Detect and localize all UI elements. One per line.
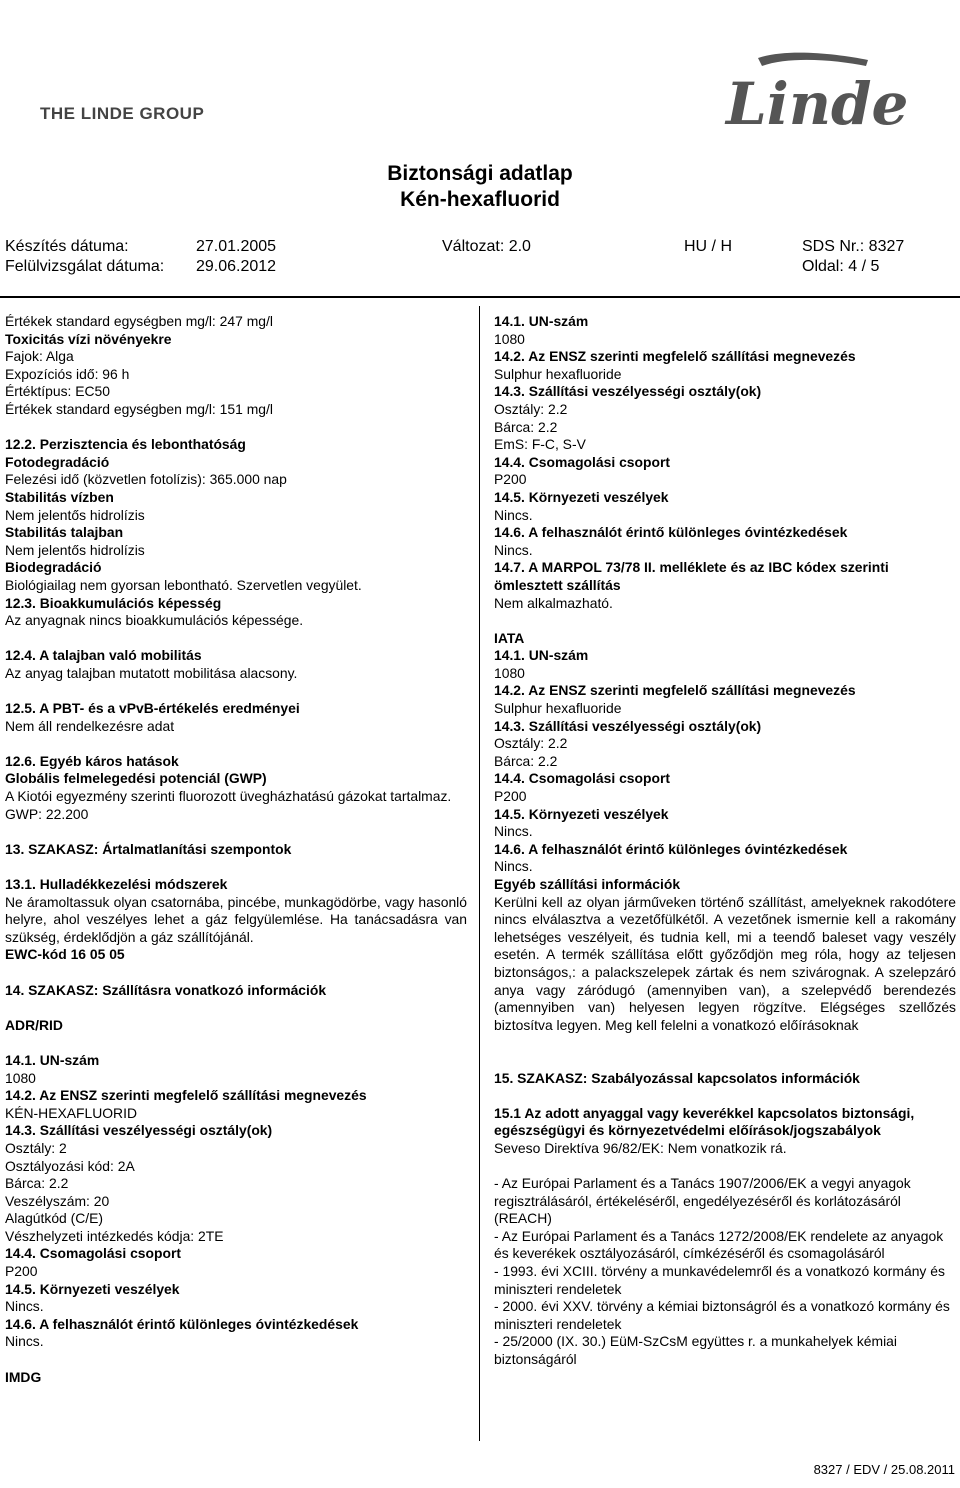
section-heading: ADR/RID xyxy=(5,1016,63,1033)
country-code: HU / H xyxy=(684,238,732,255)
section-heading: 14.4. Csomagolási csoport xyxy=(5,1245,182,1262)
linde-logo xyxy=(718,52,938,142)
spacer xyxy=(5,1034,467,1052)
text-line: Nem alkalmazható. xyxy=(494,594,613,611)
spacer xyxy=(5,964,467,982)
text-line: EmS: F-C, S-V xyxy=(494,436,586,453)
text-line: KÉN-HEXAFLUORID xyxy=(5,1104,137,1121)
text-line: Értékek standard egységben mg/l: 247 mg/l xyxy=(5,313,273,329)
section-heading: Stabilitás vízben xyxy=(5,488,114,505)
text-line: Értéktípus: EC50 xyxy=(5,383,111,400)
section-heading: 14.4. Csomagolási csoport xyxy=(494,453,671,470)
spacer xyxy=(5,823,467,841)
section-heading: 14.5. Környezeti veszélyek xyxy=(5,1280,180,1297)
svg-text:Linde: Linde xyxy=(726,70,909,138)
section-heading: 12.4. A talajban való mobilitás xyxy=(5,647,202,664)
section-heading: Globális felmelegedési potenciál (GWP) xyxy=(5,770,267,787)
revised-value: 29.06.2012 xyxy=(196,258,277,275)
text-line: Kerülni kell az olyan járműveken történő szállítást, amelyeknek rakodótere nincs elválasztva a vezetőfülkétől. A vezetőnek ismernie kell a rakomány lehetséges veszélyeit, és tudnia kell, mi a teendő baleset vagy veszély esetén. A termék szállítása előtt győződjön meg róla, hogy az teljesen biztonságos,: a palackszelepek zártak és nem szivárognak. A szelepzáró anya vagy záródugó (amennyiben van), a szelepvédő berendezés (amennyiben van) helyesen legyen rögzítve. Elégséges szellőzés biztosítva legyen. Meg kell felelni a vonatkozó előírásoknak xyxy=(494,893,956,1033)
spacer xyxy=(5,630,467,648)
page-number: Oldal: 4 / 5 xyxy=(802,258,880,275)
section-heading: 12.6. Egyéb káros hatások xyxy=(5,752,179,769)
section-heading: 14.6. A felhasználót érintő különleges óvintézkedések xyxy=(494,840,848,857)
spacer xyxy=(494,1034,956,1052)
spacer xyxy=(5,1351,467,1369)
revised-label: Felülvizsgálat dátuma: xyxy=(5,258,165,275)
section-heading: 12.3. Bioakkumulációs képesség xyxy=(5,594,222,611)
text-line: A Kiotói egyezmény szerinti fluorozott üvegházhatású gázokat tartalmaz. GWP: 22.200 xyxy=(5,788,452,822)
text-line: Nincs. xyxy=(494,541,533,558)
text-line: Nincs. xyxy=(494,823,533,840)
spacer xyxy=(5,682,467,700)
section-heading: 14.3. Szállítási veszélyességi osztály(ok) xyxy=(494,383,762,400)
text-line: - 2000. évi XXV. törvény a kémiai biztonságról és a vonatkozó kormány és miniszteri rendeletek xyxy=(494,1298,950,1332)
section-heading: 14.2. Az ENSZ szerinti megfelelő szállítási megnevezés xyxy=(494,682,856,699)
spacer xyxy=(5,999,467,1017)
text-line: Bárca: 2.2 xyxy=(494,752,558,769)
section-heading: IMDG xyxy=(5,1368,42,1385)
section-heading: Fotodegradáció xyxy=(5,453,110,470)
version: Változat: 2.0 xyxy=(442,238,531,255)
created-value: 27.01.2005 xyxy=(196,238,277,255)
spacer xyxy=(494,612,956,630)
text-line: Bárca: 2.2 xyxy=(5,1175,69,1192)
header-divider xyxy=(0,296,960,298)
column-divider xyxy=(479,306,480,1441)
section-heading: 12.5. A PBT- és a vPvB-értékelés eredményei xyxy=(5,700,300,717)
section-heading: Stabilitás talajban xyxy=(5,524,124,541)
section-heading: 14.2. Az ENSZ szerinti megfelelő szállítási megnevezés xyxy=(5,1087,367,1104)
text-line: Felezési idő (közvetlen fotolízis): 365.000 nap xyxy=(5,471,287,488)
text-line: Seveso Direktíva 96/82/EK: Nem vonatkozik rá. xyxy=(494,1139,787,1156)
text-line: Sulphur hexafluoride xyxy=(494,700,622,717)
text-line: P200 xyxy=(494,471,527,488)
section-heading: 14.1. UN-szám xyxy=(494,647,589,664)
text-line: Nem jelentős hidrolízis xyxy=(5,541,145,558)
text-line: - 1993. évi XCIII. törvény a munkavédelemről és a vonatkozó kormány és miniszteri rendeletek xyxy=(494,1263,945,1297)
section-heading: Egyéb szállítási információk xyxy=(494,876,681,892)
section-heading: 14. SZAKASZ: Szállításra vonatkozó információk xyxy=(5,981,327,998)
product-name: Kén-hexafluorid xyxy=(400,188,560,211)
text-line: Osztály: 2.2 xyxy=(494,400,568,417)
section-heading: 14.2. Az ENSZ szerinti megfelelő szállítási megnevezés xyxy=(494,348,856,365)
section-heading: 14.6. A felhasználót érintő különleges óvintézkedések xyxy=(494,524,848,541)
text-line: 1080 xyxy=(5,1069,36,1086)
section-heading: 15. SZAKASZ: Szabályozással kapcsolatos információk xyxy=(494,1069,860,1086)
text-line: Nincs. xyxy=(494,858,533,875)
left-column xyxy=(5,313,467,1386)
spacer xyxy=(494,1158,956,1176)
text-line: Ne áramoltassuk olyan csatornába, pincébe, munkagödörbe, vagy hasonló helyre, ahol veszélyes lehet a gáz felgyülemlése. Ha tanácsadásra van szükség, érdeklődjön a gáz szállítójánál. xyxy=(5,893,467,945)
text-line: Veszélyszám: 20 xyxy=(5,1192,110,1209)
text-line: Nem jelentős hidrolízis xyxy=(5,506,145,523)
spacer xyxy=(494,1052,956,1070)
section-heading: 14.4. Csomagolási csoport xyxy=(494,770,671,787)
section-heading: 14.6. A felhasználót érintő különleges óvintézkedések xyxy=(5,1315,359,1332)
section-heading: Biodegradáció xyxy=(5,559,102,576)
text-line: 1080 xyxy=(494,664,525,681)
section-heading: EWC-kód 16 05 05 xyxy=(5,946,125,963)
text-line: - 25/2000 (IX. 30.) EüM-SzCsM együttes r. a munkahelyek kémiai biztonságáról xyxy=(494,1333,897,1368)
text-line: - Az Európai Parlament és a Tanács 1272/2008/EK rendelete az anyagok és keverékek osztályozásáról, címkézéséről és csomagolásáról xyxy=(494,1227,944,1262)
text-line: Nincs. xyxy=(5,1333,44,1350)
section-heading: 12.2. Perzisztencia és lebonthatóság xyxy=(5,436,246,453)
text-line: P200 xyxy=(494,788,527,805)
spacer xyxy=(5,858,467,876)
text-line: 1080 xyxy=(494,330,525,347)
section-heading: 15.1 Az adott anyaggal vagy keverékkel kapcsolatos biztonsági, egészségügyi és környezetvédelmi előírások/jogszabályok xyxy=(494,1104,915,1139)
section-heading: 13. SZAKASZ: Ártalmatlanítási szempontok xyxy=(5,840,292,857)
section-heading: 14.1. UN-szám xyxy=(494,313,589,329)
sds-number: SDS Nr.: 8327 xyxy=(802,238,905,255)
text-line: - Az Európai Parlament és a Tanács 1907/2006/EK a vegyi anyagok regisztrálásáról, értékeléséről, engedélyezéséről és korlátozásáról (REACH) xyxy=(494,1175,911,1227)
text-line: Fajok: Alga xyxy=(5,348,74,365)
footer-code: 8327 / EDV / 25.08.2011 xyxy=(813,1462,955,1477)
spacer xyxy=(494,1087,956,1105)
text-line: Osztály: 2.2 xyxy=(494,735,568,752)
text-line: Nem áll rendelkezésre adat xyxy=(5,717,175,734)
section-heading: 14.3. Szállítási veszélyességi osztály(ok) xyxy=(5,1122,273,1139)
section-heading: 13.1. Hulladékkezelési módszerek xyxy=(5,876,228,892)
text-line: Az anyagnak nincs bioakkumulációs képessége. xyxy=(5,612,304,629)
section-heading: IATA xyxy=(494,629,525,646)
text-line: Bárca: 2.2 xyxy=(494,418,558,435)
section-heading: 14.5. Környezeti veszélyek xyxy=(494,488,669,505)
text-line: P200 xyxy=(5,1263,38,1280)
section-heading: 14.5. Környezeti veszélyek xyxy=(494,805,669,822)
text-line: Nincs. xyxy=(494,506,533,523)
section-heading: 14.7. A MARPOL 73/78 II. melléklete és az IBC kódex szerinti ömlesztett szállítás xyxy=(494,559,889,593)
section-heading: 14.3. Szállítási veszélyességi osztály(ok) xyxy=(494,717,762,734)
document-title: Biztonsági adatlap xyxy=(387,162,573,185)
text-line: Biológiailag nem gyorsan lebontható. Szervetlen vegyület. xyxy=(5,576,362,593)
text-line: Expozíciós idő: 96 h xyxy=(5,365,130,382)
text-line: Osztályozási kód: 2A xyxy=(5,1157,135,1174)
spacer xyxy=(5,735,467,753)
text-line: Osztály: 2 xyxy=(5,1139,67,1156)
text-line: Vészhelyzeti intézkedés kódja: 2TE xyxy=(5,1227,224,1244)
text-line: Az anyag talajban mutatott mobilitása alacsony. xyxy=(5,664,298,681)
linde-group-logo: THE LINDE GROUP xyxy=(40,104,205,123)
created-label: Készítés dátuma: xyxy=(5,238,129,255)
text-line: Értékek standard egységben mg/l: 151 mg/l xyxy=(5,400,273,417)
text-line: Alagútkód (C/E) xyxy=(5,1210,104,1227)
spacer xyxy=(5,419,467,437)
text-line: Sulphur hexafluoride xyxy=(494,365,622,382)
section-heading: Toxicitás vízi növényekre xyxy=(5,330,172,347)
section-heading: 14.1. UN-szám xyxy=(5,1051,100,1068)
text-line: Nincs. xyxy=(5,1298,44,1315)
right-column xyxy=(494,313,956,1369)
